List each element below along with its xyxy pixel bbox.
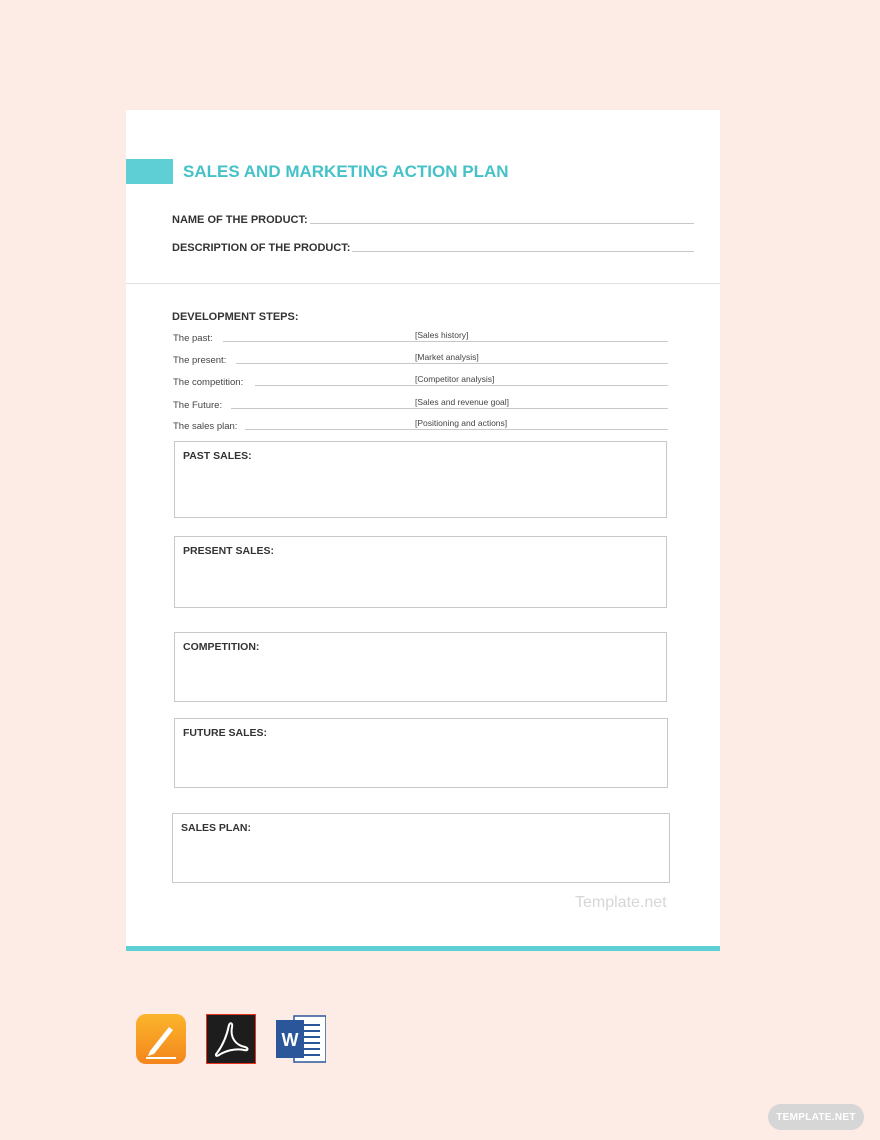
- past-sales-label: PAST SALES:: [183, 450, 252, 462]
- product-name-label: NAME OF THE PRODUCT:: [172, 214, 308, 226]
- future-sales-box[interactable]: [174, 718, 668, 788]
- step-line: [223, 341, 668, 342]
- step-hint: [Sales history]: [415, 330, 469, 340]
- word-document-icon: [276, 1014, 326, 1064]
- past-sales-box[interactable]: [174, 441, 667, 518]
- step-hint: [Sales and revenue goal]: [415, 397, 510, 407]
- step-label: The competition:: [173, 377, 244, 388]
- template-net-badge[interactable]: TEMPLATE.NET: [768, 1104, 864, 1130]
- step-line: [231, 408, 668, 409]
- present-sales-label: PRESENT SALES:: [183, 545, 275, 557]
- step-present: [173, 354, 668, 366]
- sales-plan-box[interactable]: [172, 813, 670, 883]
- development-steps-heading: DEVELOPMENT STEPS:: [172, 311, 299, 323]
- step-sales-plan: [173, 420, 668, 432]
- step-label: The past:: [173, 333, 213, 344]
- acrobat-symbol-icon: [207, 1015, 255, 1063]
- section-divider: [126, 283, 720, 284]
- step-past: [173, 332, 668, 344]
- pages-icon[interactable]: [136, 1014, 186, 1064]
- step-line: [255, 385, 668, 386]
- step-hint: [Competitor analysis]: [415, 374, 495, 384]
- title-accent-block: [126, 159, 173, 184]
- product-description-field: [172, 238, 694, 254]
- product-description-line: [352, 251, 694, 252]
- step-competition: [173, 376, 668, 388]
- product-name-field: [172, 210, 694, 226]
- watermark: Template.net: [575, 894, 667, 911]
- product-description-label: DESCRIPTION OF THE PRODUCT:: [172, 242, 351, 254]
- step-hint: [Market analysis]: [415, 352, 479, 362]
- bottom-accent-bar: [126, 946, 720, 951]
- competition-label: COMPETITION:: [183, 641, 260, 653]
- step-future: [173, 399, 668, 411]
- svg-text:W: W: [281, 1030, 299, 1050]
- step-line: [236, 363, 668, 364]
- step-label: The present:: [173, 355, 227, 366]
- step-label: The Future:: [173, 400, 223, 411]
- acrobat-icon[interactable]: [206, 1014, 256, 1064]
- document-page: [126, 110, 720, 951]
- step-label: The sales plan:: [173, 421, 238, 432]
- step-line: [245, 429, 668, 430]
- pen-icon: [136, 1014, 186, 1064]
- product-name-line: [310, 223, 694, 224]
- present-sales-box[interactable]: [174, 536, 667, 608]
- sales-plan-label: SALES PLAN:: [181, 822, 252, 834]
- word-icon[interactable]: [276, 1014, 326, 1064]
- future-sales-label: FUTURE SALES:: [183, 727, 267, 739]
- competition-box[interactable]: [174, 632, 667, 702]
- document-title: SALES AND MARKETING ACTION PLAN: [183, 162, 509, 181]
- step-hint: [Positioning and actions]: [415, 418, 508, 428]
